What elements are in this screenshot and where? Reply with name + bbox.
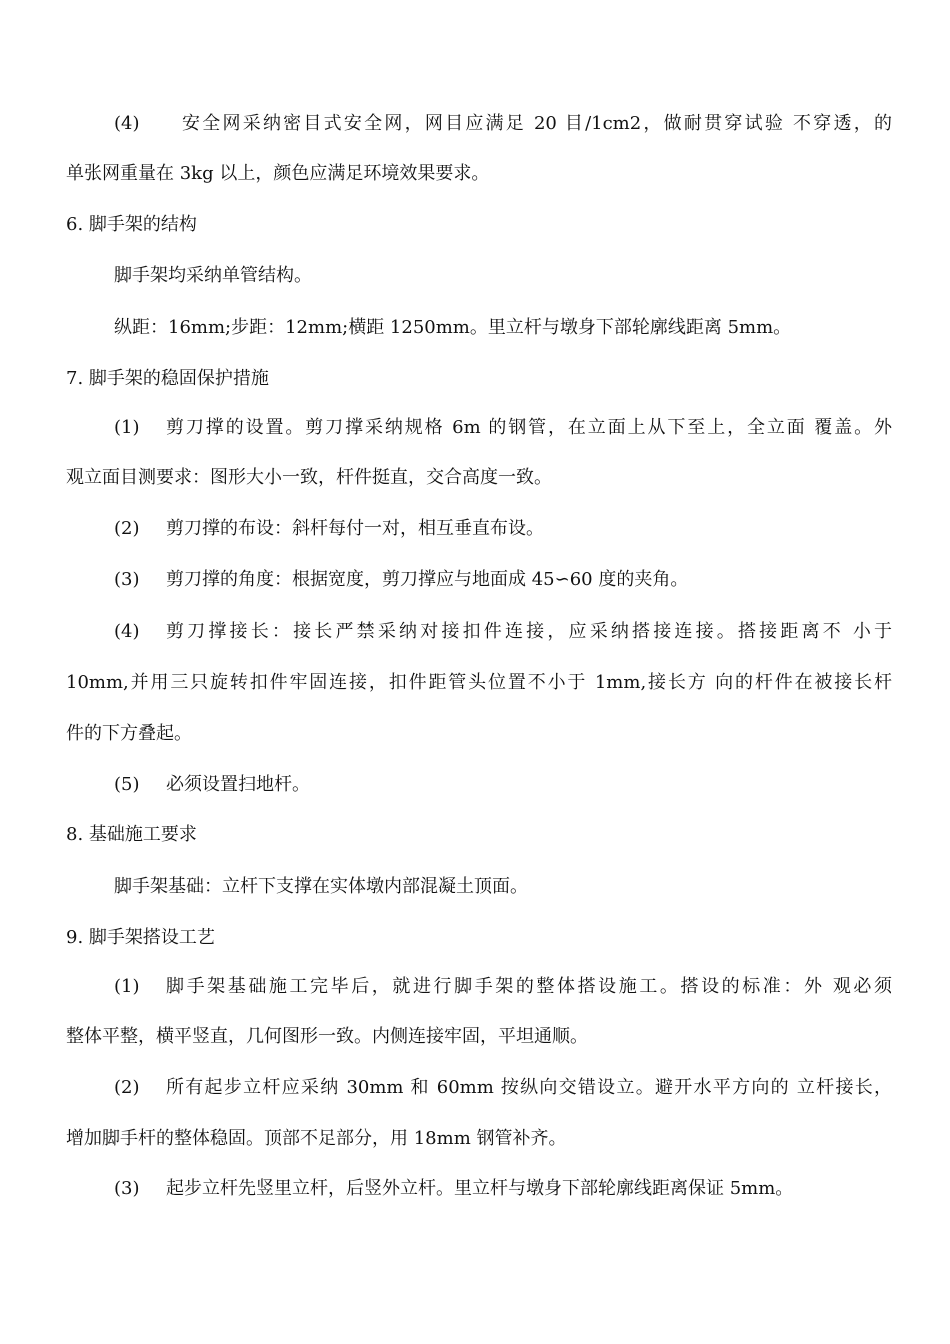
paragraph-line: 10mm,并用三只旋转扣件牢固连接，扣件距管头位置不小于 1mm,接长方 向的杆件在被接长杆 <box>66 672 892 693</box>
paragraph-line: 脚手架均采纳单管结构。 <box>114 265 312 286</box>
paragraph-line: 整体平整，横平竖直，几何图形一致。内侧连接牢固，平坦通顺。 <box>66 1026 588 1047</box>
paragraph-line: 观立面目测要求：图形大小一致，杆件挺直，交合高度一致。 <box>66 467 552 488</box>
paragraph-line: 纵距：16mm;步距：12mm;横距 1250mm。里立杆与墩身下部轮廓线距离 5mm。 <box>114 317 792 338</box>
list-item-label: (3) <box>114 569 140 590</box>
paragraph-line: 件的下方叠起。 <box>66 723 192 744</box>
list-item-label: (3) <box>114 1178 140 1199</box>
paragraph-line: 剪刀撑接长：接长严禁采纳对接扣件连接，应采纳搭接连接。搭接距离不 小于 <box>166 621 892 642</box>
paragraph-line: 增加脚手杆的整体稳固。顶部不足部分，用 18mm 钢管补齐。 <box>66 1128 567 1149</box>
list-item-label: (5) <box>114 774 140 795</box>
list-item-label: (4) <box>114 113 140 134</box>
paragraph-line: 剪刀撑的角度：根据宽度，剪刀撑应与地面成 45∽60 度的夹角。 <box>166 569 689 590</box>
paragraph-line: 必须设置扫地杆。 <box>166 774 310 795</box>
section-heading: 8. 基础施工要求 <box>66 824 197 845</box>
paragraph-line: 脚手架基础：立杆下支撑在实体墩内部混凝土顶面。 <box>114 876 528 897</box>
list-item-label: (1) <box>114 976 140 997</box>
section-heading: 6. 脚手架的结构 <box>66 214 197 235</box>
paragraph-line: 脚手架基础施工完毕后，就进行脚手架的整体搭设施工。搭设的标准：外 观必须 <box>166 976 892 997</box>
list-item-label: (1) <box>114 417 140 438</box>
list-item-label: (2) <box>114 518 140 539</box>
paragraph-line: 剪刀撑的设置。剪刀撑采纳规格 6m 的钢管，在立面上从下至上，全立面 覆盖。外 <box>166 417 892 438</box>
paragraph-line: 所有起步立杆应采纳 30mm 和 60mm 按纵向交错设立。避开水平方向的 立杆接长， <box>166 1077 892 1098</box>
paragraph-line: 剪刀撑的布设：斜杆每付一对，相互垂直布设。 <box>166 518 544 539</box>
list-item-label: (4) <box>114 621 140 642</box>
paragraph-line: 安全网采纳密目式安全网，网目应满足 20 目/1cm2，做耐贯穿试验 不穿透，的 <box>182 113 892 134</box>
paragraph-line: 起步立杆先竖里立杆，后竖外立杆。里立杆与墩身下部轮廓线距离保证 5mm。 <box>166 1178 794 1199</box>
section-heading: 9. 脚手架搭设工艺 <box>66 927 215 948</box>
section-heading: 7. 脚手架的稳固保护措施 <box>66 368 269 389</box>
paragraph-line: 单张网重量在 3kg 以上，颜色应满足环境效果要求。 <box>66 163 490 184</box>
list-item-label: (2) <box>114 1077 140 1098</box>
